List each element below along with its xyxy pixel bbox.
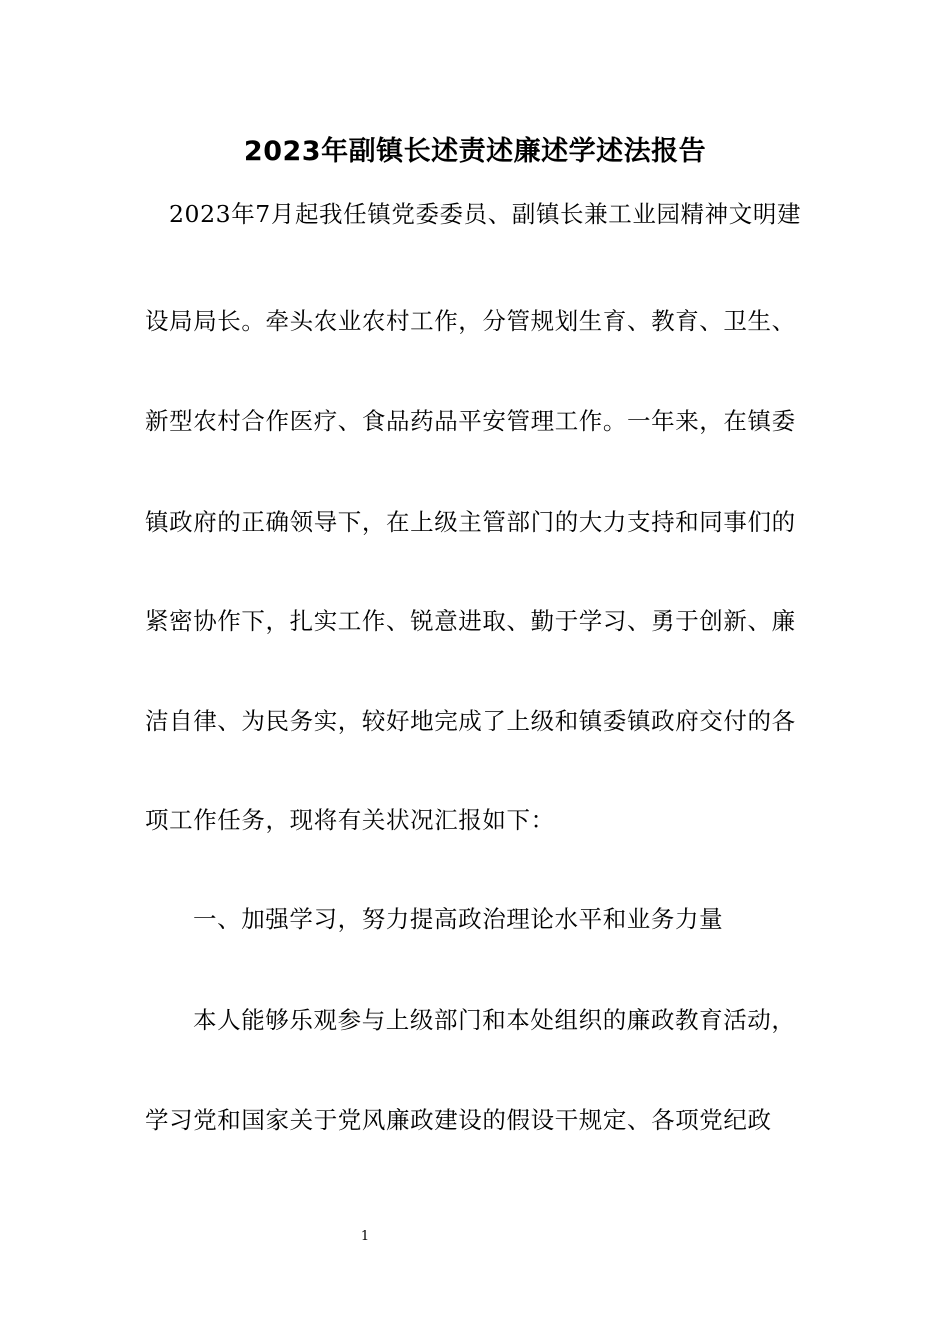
paragraph-line-5: 紧密协作下，扎实工作、锐意进取、勤于学习、勇于创新、廉 — [145, 607, 796, 635]
paragraph-line-4: 镇政府的正确领导下，在上级主管部门的大力支持和同事们的 — [145, 508, 796, 536]
paragraph-line-9: 学习党和国家关于党风廉政建设的假设干规定、各项党纪政 — [145, 1106, 772, 1134]
paragraph-line-1: 2023年7月起我任镇党委委员、副镇长兼工业园精神文明建 — [169, 200, 802, 228]
page-number: 1 — [360, 1229, 370, 1244]
paragraph-line-7: 项工作任务，现将有关状况汇报如下： — [145, 806, 555, 834]
section-heading: 一、加强学习，努力提高政治理论水平和业务力量 — [193, 905, 724, 933]
paragraph-line-6: 洁自律、为民务实，较好地完成了上级和镇委镇政府交付的各 — [145, 707, 796, 735]
paragraph-line-8: 本人能够乐观参与上级部门和本处组织的廉政教育活动， — [193, 1006, 796, 1034]
document-title: 2023年副镇长述责述廉述学述法报告 — [243, 136, 707, 167]
paragraph-line-3: 新型农村合作医疗、食品药品平安管理工作。一年来，在镇委 — [145, 407, 796, 435]
paragraph-line-2: 设局局长。牵头农业农村工作，分管规划生育、教育、卫生、 — [145, 307, 796, 335]
